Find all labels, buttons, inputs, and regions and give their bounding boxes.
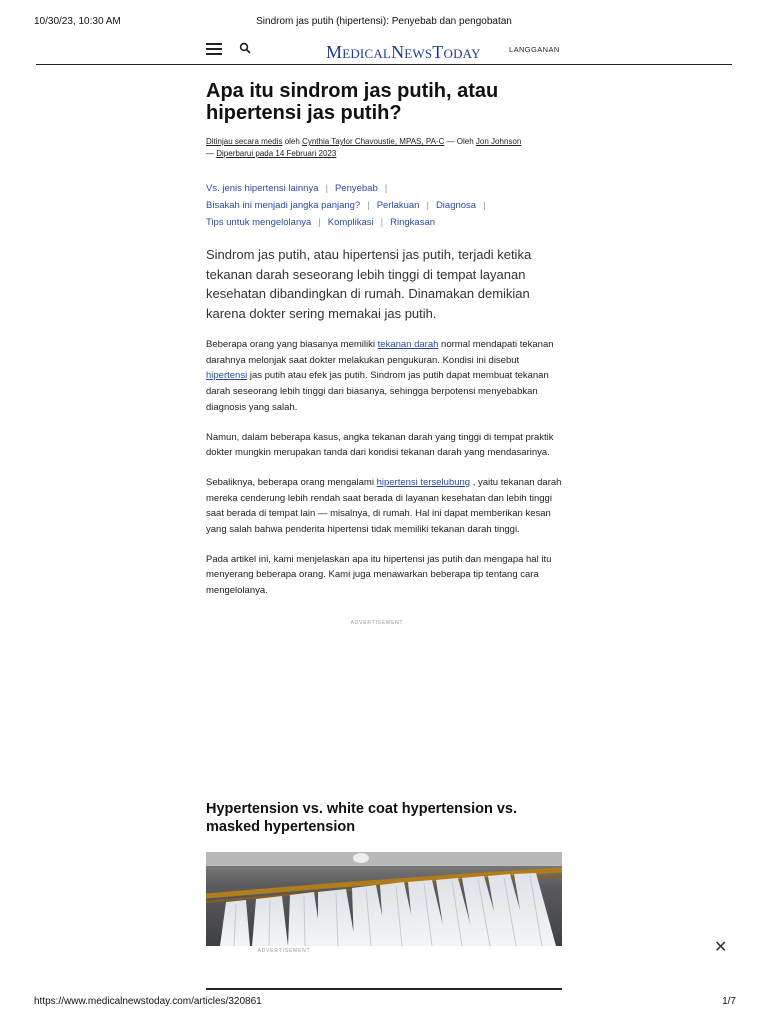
- print-timestamp: 10/30/23, 10:30 AM: [34, 16, 121, 27]
- article: [206, 80, 562, 599]
- hamburger-menu-icon[interactable]: [206, 43, 222, 54]
- toc-item[interactable]: Komplikasi: [327, 217, 374, 228]
- search-icon[interactable]: [239, 41, 251, 53]
- subscribe-link[interactable]: LANGGANAN: [509, 45, 560, 54]
- body-paragraph: Sebaliknya, beberapa orang mengalami hipertensi terselubung , yaitu tekanan darah mereka cenderung lebih rendah saat berada di layanan kesehatan dan lebih tinggi saat berada di tempat lain — misalnya, di rumah. Hal ini dapat memberikan kesan yang salah bahwa penderita hipertensi tidak memiliki tekanan darah tinggi.: [206, 476, 562, 536]
- byline-text: oleh: [282, 137, 303, 146]
- hero-image: [206, 852, 562, 946]
- body-paragraph: Beberapa orang yang biasanya memiliki tekanan darah normal mendapati tekanan darahnya melonjak saat dokter melakukan pengukuran. Kondisi ini disebut hipertensi jas putih atau efek jas putih. Sindrom jas putih dapat membuat tekanan darah seseorang lebih tinggi dari biasanya, sehingga berpotensi menyebabkan diagnosis yang salah.: [206, 339, 554, 413]
- body-paragraph: Namun, dalam beberapa kasus, angka tekanan darah yang tinggi di tempat praktik dokter mungkin merupakan tanda dari kondisi tekanan darah yang mendasarinya.: [206, 431, 554, 459]
- byline-text: — Oleh: [444, 137, 476, 146]
- section-heading: Hypertension vs. white coat hypertension vs. masked hypertension: [206, 801, 518, 835]
- medically-reviewed-link[interactable]: Ditinjau secara medis: [206, 137, 283, 146]
- reviewer-link[interactable]: Cynthia Taylor Chavoustie, MPAS, PA-C: [302, 137, 445, 146]
- print-page-title: Sindrom jas putih (hipertensi): Penyebab dan pengobatan: [256, 16, 512, 27]
- byline-dash: —: [206, 149, 217, 158]
- toc-item[interactable]: Tips untuk mengelolanya: [206, 217, 312, 228]
- divider: [206, 988, 562, 990]
- print-footer: [34, 996, 736, 1010]
- toc-item[interactable]: Bisakah ini menjadi jangka panjang?: [206, 200, 361, 211]
- print-header: [34, 16, 734, 30]
- advertisement-label: ADVERTISEMENT: [257, 948, 311, 954]
- toc-item[interactable]: Perlakuan: [376, 200, 420, 211]
- hypertension-link[interactable]: hipertensi: [206, 370, 248, 382]
- byline: [206, 136, 562, 160]
- lead-paragraph: Sindrom jas putih, atau hipertensi jas putih, terjadi ketika tekanan darah seseorang lebih tinggi di tempat layanan kesehatan dibandingkan di rumah. Dinamakan demikian karena dokter sering memakai jas putih.: [206, 247, 532, 321]
- toc-item[interactable]: Diagnosa: [435, 200, 477, 211]
- article-title: Apa itu sindrom jas putih, atau hipertensi jas putih?: [206, 80, 499, 124]
- print-url: https://www.medicalnewstoday.com/articles/320861: [34, 996, 262, 1007]
- updated-link[interactable]: Diperbarui pada 14 Februari 2023: [216, 149, 337, 158]
- page-number: 1/7: [722, 996, 736, 1007]
- blood-pressure-link[interactable]: tekanan darah: [377, 339, 439, 350]
- table-of-contents: Vs. jenis hipertensi lainnya | Penyebab | Bisakah ini menjadi jangka panjang? | Perlakuan | Diagnosa | Tips untuk mengelolanya | Komplikasi | Ringkasan: [206, 183, 486, 228]
- site-logo[interactable]: MedicalNewsToday: [326, 42, 481, 62]
- masked-hypertension-link[interactable]: hipertensi terselubung: [376, 476, 471, 488]
- close-icon[interactable]: ✕: [714, 939, 728, 956]
- body-paragraph: Pada artikel ini, kami menjelaskan apa itu hipertensi jas putih dan mengapa hal itu menyerang beberapa orang. Kami juga menawarkan beberapa tip tentang cara mengelolanya.: [206, 553, 552, 597]
- author-link[interactable]: Jon Johnson: [475, 137, 522, 146]
- toc-item[interactable]: Vs. jenis hipertensi lainnya: [206, 183, 319, 194]
- toc-item[interactable]: Ringkasan: [390, 217, 436, 228]
- toc-item[interactable]: Penyebab: [334, 183, 378, 194]
- site-header: [36, 36, 732, 65]
- advertisement-label: ADVERTISEMENT: [350, 620, 404, 626]
